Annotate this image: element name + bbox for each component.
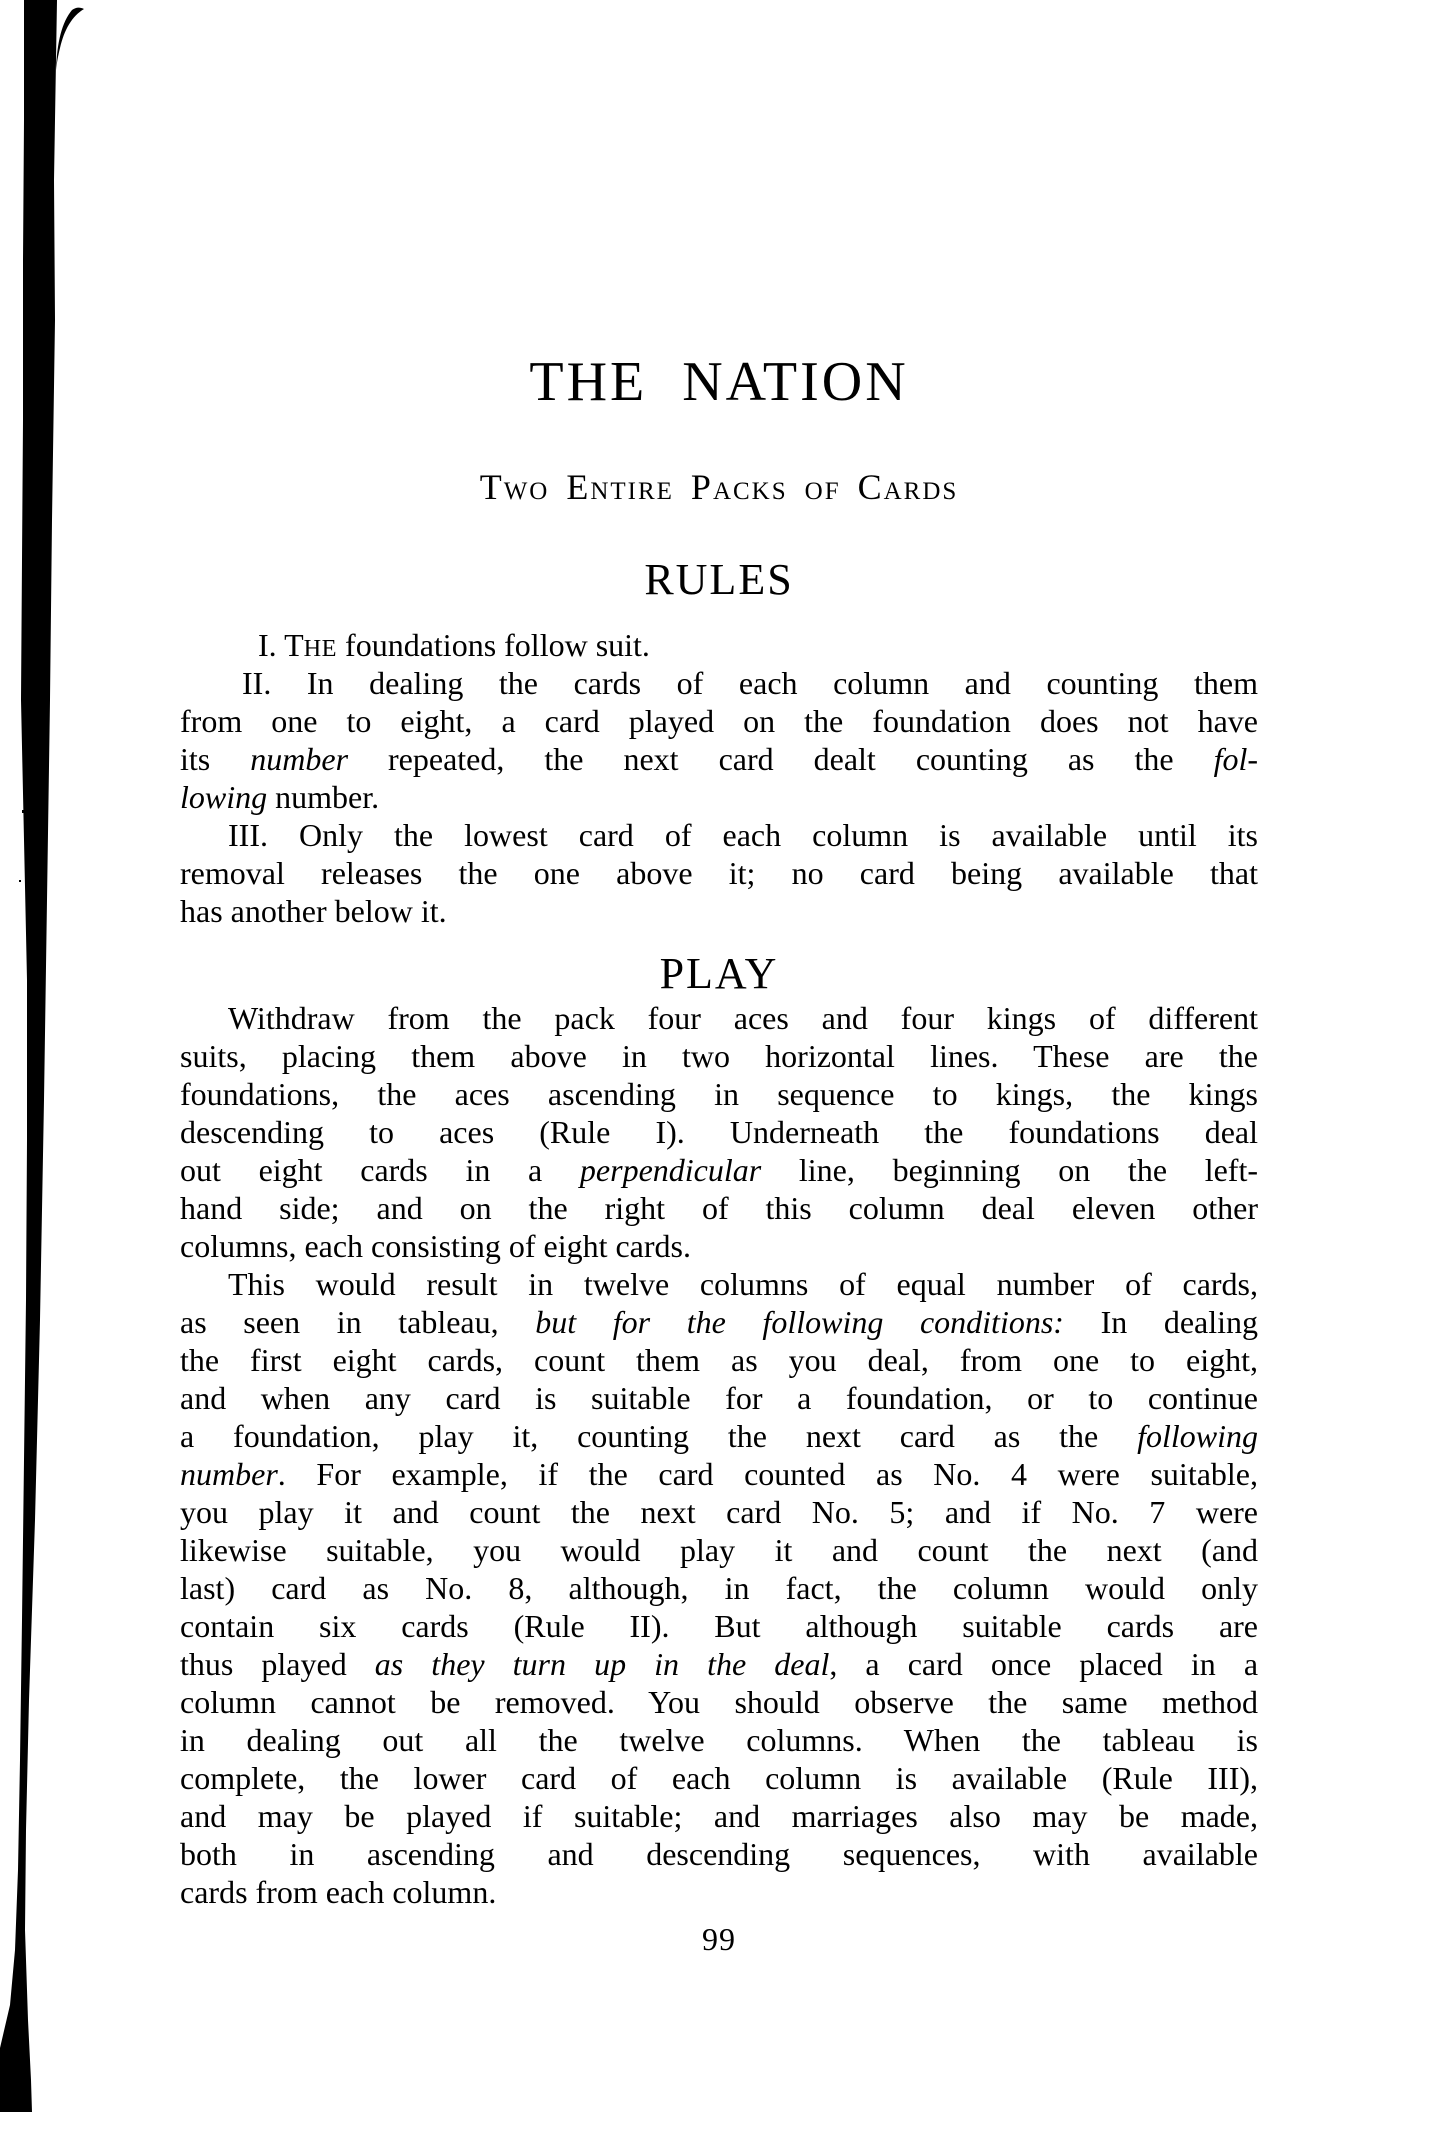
- text-line: contain six cards (Rule II). But although suitable cards are: [180, 1608, 1258, 1644]
- page-title: THE NATION: [529, 351, 909, 413]
- text-line: number. For example, if the card counted as No. 4 were suitable,: [180, 1456, 1258, 1492]
- page-number: 99: [702, 1921, 736, 1957]
- text-line: descending to aces (Rule I). Underneath the foundations deal: [180, 1114, 1258, 1150]
- text-line: a foundation, play it, counting the next card as the following: [180, 1418, 1258, 1454]
- text-line: foundations, the aces ascending in sequence to kings, the kings: [180, 1076, 1258, 1112]
- text-line: suits, placing them above in two horizontal lines. These are the: [180, 1038, 1258, 1074]
- text-line: cards from each column.: [180, 1874, 497, 1910]
- text-line: and may be played if suitable; and marriages also may be made,: [180, 1798, 1258, 1834]
- text-line: II. In dealing the cards of each column and counting them: [242, 665, 1258, 701]
- text-line: column cannot be removed. You should observe the same method: [180, 1684, 1258, 1720]
- text-line: has another below it.: [180, 893, 447, 929]
- page-content: [180, 0, 1258, 1958]
- text-line: thus played as they turn up in the deal, a card once placed in a: [180, 1646, 1258, 1682]
- text-line: This would result in twelve columns of equal number of cards,: [228, 1266, 1258, 1302]
- text-line: and when any card is suitable for a foundation, or to continue: [180, 1380, 1258, 1416]
- text-line: last) card as No. 8, although, in fact, the column would only: [180, 1570, 1258, 1606]
- text-line: the first eight cards, count them as you deal, from one to eight,: [180, 1342, 1258, 1378]
- page-subtitle: Two Entire Packs of Cards: [479, 467, 959, 507]
- text-line: you play it and count the next card No. 5; and if No. 7 were: [180, 1494, 1258, 1530]
- rules-text: [180, 626, 1258, 930]
- text-line: its number repeated, the next card dealt counting as the fol-: [180, 741, 1258, 777]
- play-heading: PLAY: [659, 949, 779, 998]
- play-text: [180, 999, 1258, 1911]
- text-line: III. Only the lowest card of each column is available until its: [228, 817, 1258, 853]
- text-line: complete, the lower card of each column is available (Rule III),: [180, 1760, 1258, 1796]
- binding-edge: [0, 0, 110, 2136]
- text-line: Withdraw from the pack four aces and four kings of different: [228, 1000, 1258, 1036]
- text-line: as seen in tableau, but for the following conditions: In dealing: [180, 1304, 1258, 1340]
- text-line: out eight cards in a perpendicular line, beginning on the left-: [180, 1152, 1258, 1188]
- text-line: removal releases the one above it; no card being available that: [180, 855, 1258, 891]
- rules-heading: RULES: [644, 555, 794, 604]
- text-line: hand side; and on the right of this column deal eleven other: [180, 1190, 1258, 1226]
- text-line: I. THE foundations follow suit.: [258, 627, 650, 663]
- text-line: likewise suitable, you would play it and count the next (and: [180, 1532, 1258, 1568]
- text-line: columns, each consisting of eight cards.: [180, 1228, 691, 1264]
- text-line: lowing number.: [180, 779, 380, 815]
- text-line: from one to eight, a card played on the foundation does not have: [180, 703, 1258, 739]
- text-line: both in ascending and descending sequences, with available: [180, 1836, 1258, 1872]
- text-line: in dealing out all the twelve columns. When the tableau is: [180, 1722, 1258, 1758]
